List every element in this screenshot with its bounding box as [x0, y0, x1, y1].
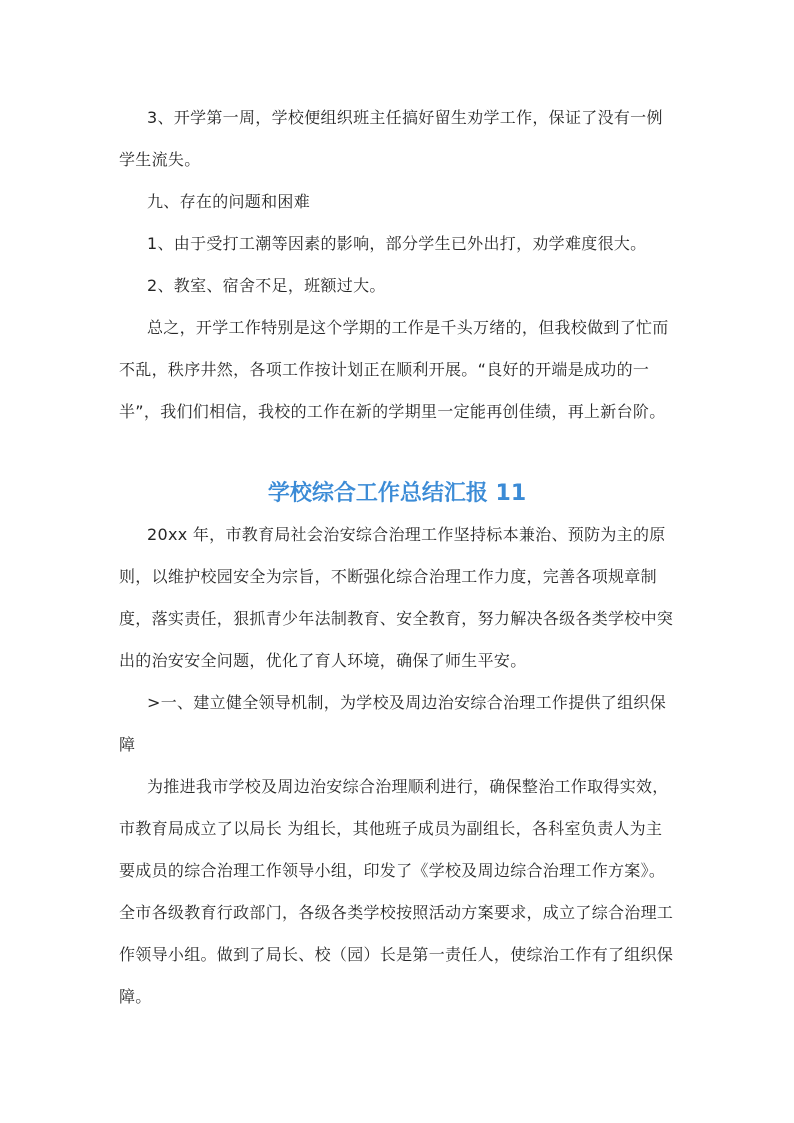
- paragraph-leadership-detail: 为推进我市学校及周边治安综合治理顺利进行，确保整治工作取得实效，市教育局成立了以局长 为组长，其他班子成员为副组长，各科室负责人为主要成员的综合治理工作领导小组，印发了《学校及周边综合治理工作方案》。全市各级教育行政部门，各级各类学校按照活动方案要求，成立了综合治理工作领导小组。做到了局长、校（园）长是第一责任人，使综治工作有了组织保障。: [119, 777, 674, 1006]
- paragraph-intro: 20xx 年，市教育局社会治安综合治理工作坚持标本兼治、预防为主的原则，以维护校园安全为宗旨，不断强化综合治理工作力度，完善各项规章制度，落实责任，狠抓青少年法制教育、安全教育，努力解决各级各类学校中突出的治安安全问题，优化了育人环境，确保了师生平安。: [119, 525, 674, 670]
- paragraph-retention-work: 3、开学第一周，学校便组织班主任搞好留生劝学工作，保证了没有一例学生流失。: [119, 108, 663, 169]
- heading-problems: 九、存在的问题和困难: [147, 192, 311, 211]
- page-title: 学校综合工作总结汇报 11: [267, 481, 527, 506]
- paragraph-summary: 总之，开学工作特别是这个学期的工作是千头万绪的，但我校做到了忙而不乱，秩序井然，各项工作按计划正在顺利开展。“良好的开端是成功的一半”，我们们相信，我校的工作在新的学期里一定能再创佳绩，再上新台阶。: [119, 318, 669, 421]
- paragraph-problem-2: 2、教室、宿舍不足，班额过大。: [147, 276, 386, 295]
- paragraph-problem-1: 1、由于受打工潮等因素的影响，部分学生已外出打，劝学难度很大。: [147, 234, 647, 253]
- heading-leadership: >一、建立健全领导机制，为学校及周边治安综合治理工作提供了组织保障: [119, 693, 667, 754]
